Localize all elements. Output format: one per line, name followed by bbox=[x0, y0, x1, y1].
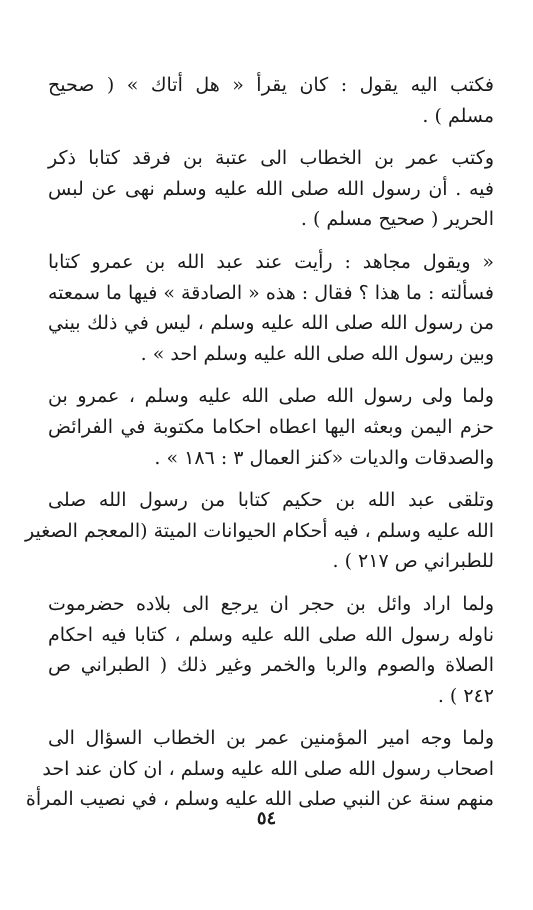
text-line: من رسول الله صلى الله عليه وسلم ، ليس في ذلك بيني bbox=[48, 312, 494, 335]
text-line: مسلم ) . bbox=[422, 104, 494, 127]
paragraph-umar-letter-utbah bbox=[48, 143, 494, 235]
text-line: وتلقى عبد الله بن حكيم كتابا من رسول الله صلى bbox=[48, 489, 494, 512]
text-line: فسألته : ما هذا ؟ فقال : هذه « الصادقة » فيها ما سمعته bbox=[47, 281, 494, 304]
text-line: « ويقول مجاهد : رأيت عند عبد الله بن عمرو كتابا bbox=[48, 250, 494, 273]
paragraph-abdullah-ibn-hakim bbox=[25, 485, 494, 577]
text-line: ٢٤٢ ) . bbox=[437, 684, 494, 707]
text-line: فيه . أن رسول الله صلى الله عليه وسلم نهى عن لبس bbox=[48, 177, 494, 200]
book-page-text bbox=[25, 70, 494, 827]
text-line: ناوله رسول الله صلى الله عليه وسلم ، كتابا فيه احكام bbox=[48, 623, 494, 646]
page-number: ٥٤ bbox=[256, 808, 277, 829]
paragraph-umar-reading bbox=[48, 70, 494, 131]
text-line: منهم سنة عن النبي صلى الله عليه وسلم ، في نصيب المرأة bbox=[25, 788, 494, 811]
text-line: الحرير ( صحيح مسلم ) . bbox=[300, 208, 494, 231]
paragraph-wail-ibn-hujr bbox=[48, 589, 494, 711]
paragraph-mujahid-sadiqa bbox=[48, 247, 494, 369]
text-line: الله عليه وسلم ، فيه أحكام الحيوانات الميتة (المعجم الصغير bbox=[25, 519, 494, 542]
paragraph-amr-ibn-hazm bbox=[48, 381, 494, 473]
text-line: اصحاب رسول الله صلى الله عليه وسلم ، ان كان عند احد bbox=[42, 757, 494, 780]
text-line: ولما ولى رسول الله صلى الله عليه وسلم ، عمرو بن bbox=[48, 385, 494, 408]
text-line: ولما وجه امير المؤمنين عمر بن الخطاب السؤال الى bbox=[48, 727, 494, 750]
paragraph-umar-question bbox=[25, 723, 494, 815]
text-line: ولما اراد وائل بن حجر ان يرجع الى بلاده حضرموت bbox=[48, 592, 494, 615]
text-line: فكتب اليه يقول : كان يقرأ « هل أتاك » ( صحيح bbox=[48, 74, 494, 96]
text-line: حزم اليمن وبعثه اليها اعطاه احكاما مكتوبة في الفرائض bbox=[48, 415, 494, 438]
text-line: وبين رسول الله صلى الله عليه وسلم احد » . bbox=[140, 342, 494, 365]
text-line: الصلاة والصوم والربا والخمر وغير ذلك ( الطبراني ص bbox=[48, 654, 494, 677]
text-line: للطبراني ص ٢١٧ ) . bbox=[332, 550, 494, 573]
text-line: والصدقات والديات «كنز العمال ٣ : ١٨٦ » . bbox=[154, 446, 494, 469]
text-line: وكتب عمر بن الخطاب الى عتبة بن فرقد كتابا ذكر bbox=[48, 147, 494, 170]
